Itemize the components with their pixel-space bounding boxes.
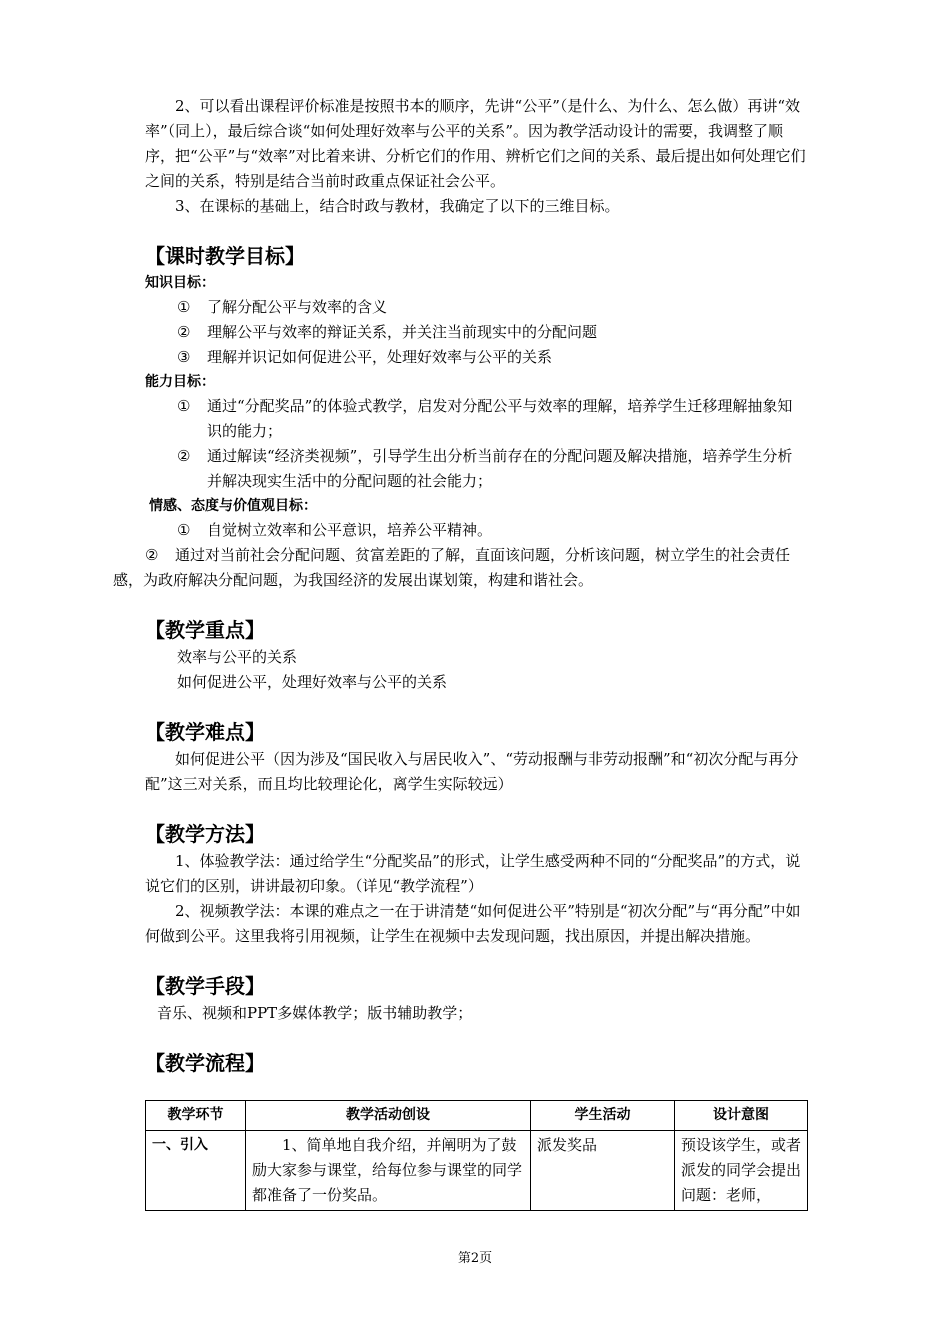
- item-text: 理解并识记如何促进公平，处理好效率与公平的关系: [207, 348, 553, 366]
- knowledge-goal-item: [145, 320, 807, 345]
- item-text: 理解公平与效率的辩证关系，并关注当前现实中的分配问题: [207, 323, 598, 341]
- method-item: 2、视频教学法：本课的难点之一在于讲清楚“如何促进公平”特别是“初次分配”与“再分配”中如何做到公平。这里我将引用视频，让学生在视频中去发现问题，找出原因，并提出解决措施。: [145, 902, 801, 945]
- key-point-line: 效率与公平的关系: [177, 648, 298, 666]
- heading-goals: 【课时教学目标】: [145, 244, 305, 268]
- table-header-cell: 学生活动: [531, 1101, 675, 1131]
- item-number: ①: [177, 397, 191, 415]
- table-header-cell: 教学活动创设: [246, 1101, 531, 1131]
- table-header-row: [146, 1101, 808, 1131]
- item-number: ③: [177, 348, 191, 366]
- ability-goal-item: [145, 394, 807, 444]
- heading-difficulty: 【教学难点】: [145, 720, 265, 744]
- means-text: 音乐、视频和PPT多媒体教学；版书辅助教学；: [157, 1004, 473, 1022]
- table-cell-intent: 预设该学生，或者派发的同学会提出问题：老师，: [675, 1131, 808, 1211]
- table-cell-activity: 1、简单地自我介绍，并阐明为了鼓励大家参与课堂，给每位参与课堂的同学都准备了一份奖品。: [246, 1131, 531, 1211]
- emotion-goals-title: 情感、态度与价值观目标：: [149, 498, 317, 514]
- heading-methods: 【教学方法】: [145, 822, 265, 846]
- table-header-cell: 教学环节: [146, 1101, 246, 1131]
- emotion-goal-item: [113, 543, 807, 593]
- ability-goals-title: 能力目标：: [145, 374, 215, 390]
- page-content: [113, 94, 807, 1211]
- knowledge-goal-item: [145, 345, 807, 370]
- page-number: 第2页: [457, 1251, 493, 1266]
- process-table: [145, 1100, 808, 1211]
- key-point-line: 如何促进公平，处理好效率与公平的关系: [177, 673, 448, 691]
- knowledge-goal-item: [145, 295, 807, 320]
- difficulty-text: 如何促进公平（因为涉及“国民收入与居民收入”、“劳动报酬与非劳动报酬”和“初次分配与再分配”这三对关系，而且均比较理论化，离学生实际较远）: [145, 750, 799, 793]
- heading-process: 【教学流程】: [145, 1051, 265, 1075]
- item-number: ②: [145, 546, 159, 564]
- table-cell-stage: 一、引入: [146, 1131, 246, 1211]
- heading-means: 【教学手段】: [145, 974, 265, 998]
- item-text: 了解分配公平与效率的含义: [207, 298, 388, 316]
- method-item: 1、体验教学法：通过给学生“分配奖品”的形式，让学生感受两种不同的“分配奖品”的方式，说说它们的区别，讲讲最初印象。（详见“教学流程”）: [145, 852, 801, 895]
- table-cell-student: 派发奖品: [531, 1131, 675, 1211]
- ability-goal-item: [145, 444, 807, 494]
- item-number: ①: [177, 521, 191, 539]
- intro-paragraph-3: 3、在课标的基础上，结合时政与教材，我确定了以下的三维目标。: [175, 197, 620, 215]
- item-text: 通过“分配奖品”的体验式教学，启发对分配公平与效率的理解，培养学生迁移理解抽象知识的能力；: [207, 397, 793, 440]
- knowledge-goals-title: 知识目标：: [145, 275, 215, 291]
- table-row: [146, 1131, 808, 1211]
- table-header-cell: 设计意图: [675, 1101, 808, 1131]
- item-text: 自觉树立效率和公平意识，培养公平精神。: [207, 521, 493, 539]
- emotion-goal-item: [145, 518, 807, 543]
- item-number: ②: [177, 323, 191, 341]
- item-text: 通过解读“经济类视频”，引导学生出分析当前存在的分配问题及解决措施，培养学生分析并解决现实生活中的分配问题的社会能力；: [207, 447, 793, 490]
- item-number: ①: [177, 298, 191, 316]
- item-text: 通过对当前社会分配问题、贫富差距的了解，直面该问题，分析该问题，树立学生的社会责任感，为政府解决分配问题，为我国经济的发展出谋划策，构建和谐社会。: [113, 546, 791, 589]
- item-number: ②: [177, 447, 191, 465]
- heading-key-points: 【教学重点】: [145, 618, 265, 642]
- intro-paragraph-2: 2、可以看出课程评价标准是按照书本的顺序，先讲“公平”（是什么、为什么、怎么做）再讲“效率”（同上），最后综合谈“如何处理好效率与公平的关系”。因为教学活动设计的需要，我调整了顺序，把“公平”与“效率”对比着来讲、分析它们的作用、辨析它们之间的关系、最后提出如何处理它们之间的关系，特别是结合当前时政重点保证社会公平。: [145, 97, 806, 190]
